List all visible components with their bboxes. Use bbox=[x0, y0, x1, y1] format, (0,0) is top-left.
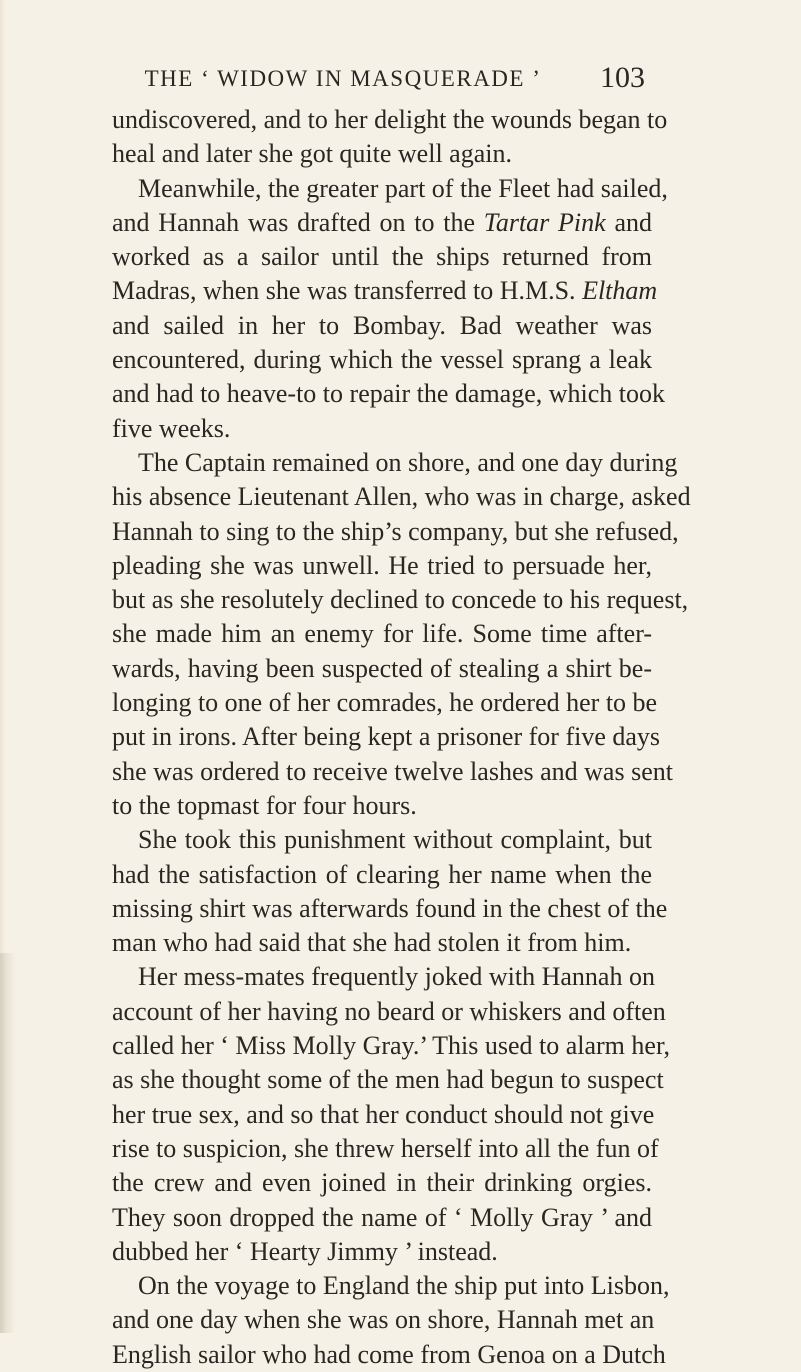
text-line: English sailor who had come from Genoa on a Dutch bbox=[112, 1339, 666, 1369]
text-line: put in irons. After being kept a prisoner for five days bbox=[112, 722, 661, 752]
text-line: encountered, during which the vessel sprang a leak bbox=[112, 345, 652, 375]
text-line: account of her having no beard or whiskers and often bbox=[112, 996, 666, 1026]
text-line: She took this punishment without complaint, but bbox=[138, 825, 652, 855]
text-line: dubbed her ‘ Hearty Jimmy ’ instead. bbox=[112, 1236, 498, 1266]
text-line: man who had said that she had stolen it from him. bbox=[112, 928, 632, 958]
text-line: five weeks. bbox=[112, 413, 231, 443]
text-line: They soon dropped the name of ‘ Molly Gray ’ and bbox=[112, 1202, 652, 1232]
text-line: and one day when she was on shore, Hannah met an bbox=[112, 1305, 655, 1335]
text-line: she made him an enemy for life. Some time after- bbox=[112, 619, 652, 649]
text-line: and Hannah was drafted on to the Tartar Pink and bbox=[112, 207, 652, 237]
text-line: but as she resolutely declined to concede to his request, bbox=[112, 585, 689, 615]
text-line: On the voyage to England the ship put into Lisbon, bbox=[138, 1271, 670, 1301]
text-line: rise to suspicion, she threw herself into all the fun of bbox=[112, 1133, 659, 1163]
text-line: and had to heave-to to repair the damage, which took bbox=[112, 379, 666, 409]
text-line: Madras, when she was transferred to H.M.S. Eltham bbox=[112, 276, 658, 306]
text-line: the crew and even joined in their drinking orgies. bbox=[112, 1168, 652, 1198]
text-line: heal and later she got quite well again. bbox=[112, 139, 512, 169]
text-line: she was ordered to receive twelve lashes and was sent bbox=[112, 756, 673, 786]
text-line: had the satisfaction of clearing her name when the bbox=[112, 859, 652, 889]
body-text bbox=[112, 103, 691, 1372]
text-line: Meanwhile, the greater part of the Fleet had sailed, bbox=[138, 173, 668, 203]
text-line: wards, having been suspected of stealing a shirt be- bbox=[112, 653, 652, 683]
text-line: undiscovered, and to her delight the wounds began to bbox=[112, 105, 668, 134]
text-line: Hannah to sing to the ship’s company, but she refused, bbox=[112, 516, 679, 546]
text-line: longing to one of her comrades, he ordered her to be bbox=[112, 688, 658, 718]
page-header bbox=[0, 58, 801, 98]
text-line: to the topmast for four hours. bbox=[112, 790, 417, 820]
text-line: his absence Lieutenant Allen, who was in charge, asked bbox=[112, 482, 691, 512]
binding-shadow bbox=[0, 953, 16, 1333]
running-head: THE ‘ WIDOW IN MASQUERADE ’ bbox=[144, 66, 542, 91]
text-line: and sailed in her to Bombay. Bad weather was bbox=[112, 310, 652, 340]
text-line: worked as a sailor until the ships returned from bbox=[112, 242, 652, 272]
text-line: The Captain remained on shore, and one day during bbox=[138, 447, 678, 477]
text-line: her true sex, and so that her conduct should not give bbox=[112, 1099, 655, 1129]
page-number: 103 bbox=[600, 61, 645, 94]
text-line: missing shirt was afterwards found in the chest of the bbox=[112, 893, 668, 923]
text-line: pleading she was unwell. He tried to persuade her, bbox=[112, 550, 652, 580]
text-line: called her ‘ Miss Molly Gray.’ This used to alarm her, bbox=[112, 1031, 671, 1061]
text-line: as she thought some of the men had begun to suspect bbox=[112, 1065, 664, 1095]
text-line: Her mess-mates frequently joked with Hannah on bbox=[138, 962, 655, 992]
